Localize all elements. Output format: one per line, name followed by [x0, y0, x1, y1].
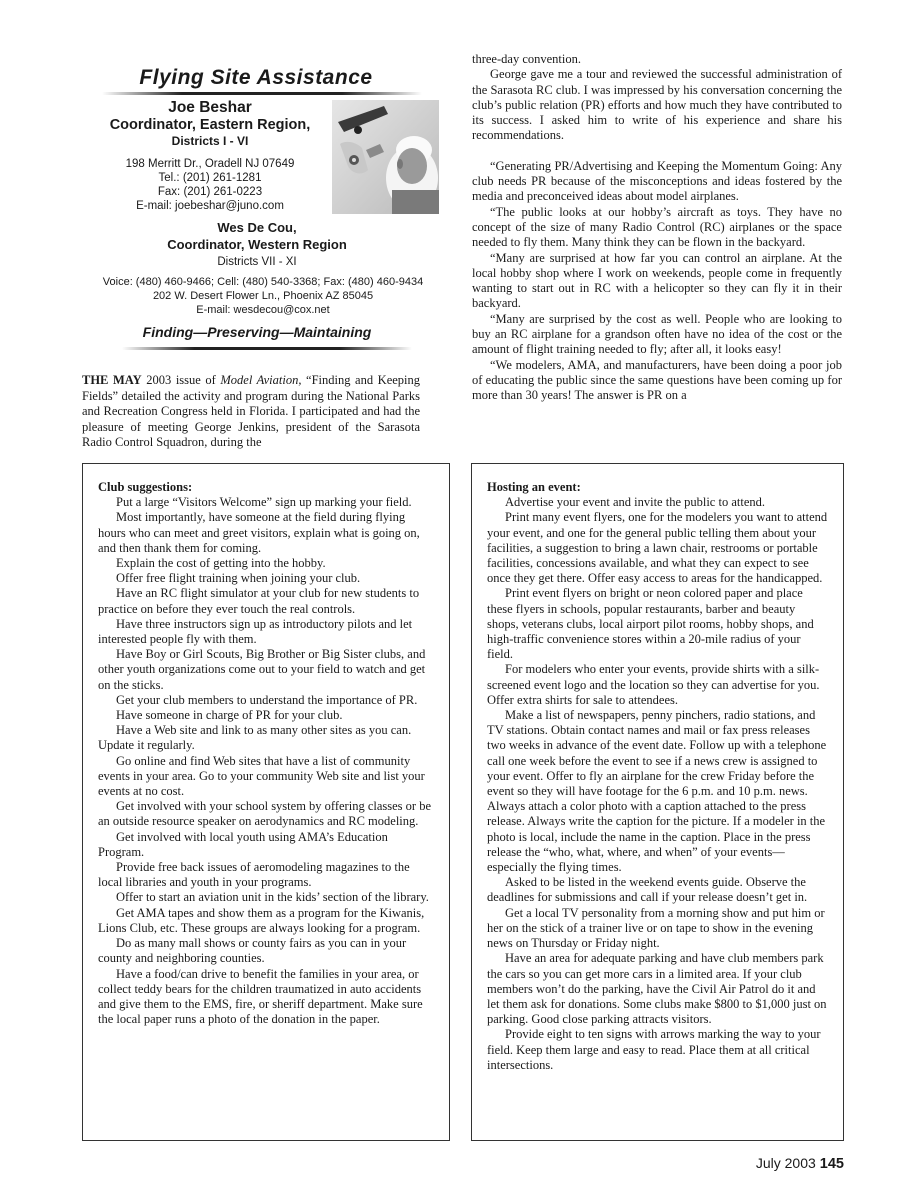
list-item: Most importantly, have someone at the field during flying hours who can meet and greet visitors, explain what is going on, and then thank them for coming. [98, 510, 420, 555]
right-paragraph: George gave me a tour and reviewed the successful administration of the Sarasota RC club. I was impressed by his conversation concerning the club’s public relation (PR) efforts and how much they have contributed to its success. I asked him to write of his experience and share his recommendations. [472, 67, 842, 143]
coordinator-east-name: Joe Beshar [168, 99, 252, 116]
intro-pre: 2003 issue of [141, 373, 221, 387]
list-item: Offer to start an aviation unit in the kids’ section of the library. [116, 890, 429, 905]
intro-lead: THE MAY [82, 373, 142, 387]
coordinator-east-title: Coordinator, Eastern Region, [109, 117, 311, 133]
club-suggestions-box [82, 463, 450, 1141]
right-paragraph: three-day convention. [472, 52, 581, 66]
list-item: Have a food/can drive to benefit the families in your area, or collect teddy bears for the children traumatized in auto accidents and give them to the EMS, fire, or sheriff department. Make sure the local paper runs a photo of the donation in the paper. [98, 966, 423, 1027]
list-item: Make a list of newspapers, penny pinchers, radio stations, and TV stations. Obtain contact names and mail or fax press releases two weeks in advance of the event date. Follow up with a telephone call one week before the event to see if a news crew is assigned to your event. Offer to fly an airplane for the crew Friday before the event so they will have footage for the 6 p.m. and 10 p.m. news. Always attach a color photo with a caption attached to the press release. Always write the caption for the picture. If a modeler in the photo is local, include the name in the caption. Place in the press release the “who, what, where, and when” of your events—especially the flying times. [487, 708, 827, 875]
page-footer [756, 1155, 844, 1172]
list-item: Print many event flyers, one for the modelers you want to attend your event, and one for the general public telling them about your facilities, a suggestion to bring a lawn chair, restrooms or portable facilities, concessions available, and what they can expect to see once they get there. Offer easy access to areas for the handicapped. [487, 510, 828, 586]
list-item: Provide free back issues of aeromodeling magazines to the local libraries and youth in your programs. [98, 860, 410, 890]
coordinator-east-email: E-mail: joebeshar@juno.com [136, 200, 284, 212]
right-column [472, 52, 842, 404]
coordinator-east-fax: Fax: (201) 261-0223 [157, 186, 263, 198]
list-item: Have someone in charge of PR for your club. [116, 708, 343, 723]
list-item: Put a large “Visitors Welcome” sign up marking your field. [116, 495, 412, 510]
hosting-event-content [487, 480, 829, 1073]
coordinator-west-title: Coordinator, Western Region [167, 237, 347, 252]
intro-magazine: Model Aviation, [220, 373, 302, 387]
list-item: For modelers who enter your events, provide shirts with a silk-screened event logo and the location so they can advertise for you. Offer extra shirts for sale to attendees. [487, 662, 820, 707]
club-suggestions-content [98, 480, 435, 1027]
tagline-rule [122, 347, 412, 350]
hosting-event-box [471, 463, 844, 1141]
column-tagline: Finding—Preserving—Maintaining [142, 324, 372, 340]
list-item: Get AMA tapes and show them as a program for the Kiwanis, Lions Club, etc. These groups are always looking for a program. [98, 905, 425, 935]
club-suggestions-heading: Club suggestions: [98, 480, 193, 494]
intro-text: “Finding and Keeping Fields” detailed the activity and program during the National Parks and Recreation Congress held in Florida. I participated and had the pleasure of meeting George Jenkins, president of the Sarasota Radio Control Squadron, during the [82, 373, 421, 449]
list-item: Advertise your event and invite the public to attend. [505, 495, 765, 510]
list-item: Offer free flight training when joining your club. [116, 571, 361, 586]
coordinator-west-email: E-mail: wesdecou@cox.net [196, 304, 330, 316]
list-item: Have a Web site and link to as many other sites as you can. Update it regularly. [98, 723, 412, 753]
list-item: Get a local TV personality from a morning show and put him or her on the stick of a trainer live or on tape to show in the evening news on Thursday or Friday night. [487, 905, 825, 951]
coordinator-east-contact [94, 157, 326, 213]
right-paragraph: “Many are surprised at how far you can control an airplane. At the local hobby shop where I work on weekends, people come in frequently wanting to start out in RC with a helicopter so they can fly it in their backyard. [472, 250, 842, 311]
column-title: Flying Site Assistance [139, 66, 373, 89]
list-item: Asked to be listed in the weekend events guide. Observe the deadlines for submissions and call if your release doesn’t get in. [487, 875, 808, 905]
list-item: Get involved with your school system by offering classes or be an outside resource speaker on aerodynamics and RC modeling. [98, 799, 431, 829]
list-item: Provide eight to ten signs with arrows marking the way to your field. Keep them large and easy to read. Place them at all critical intersections. [487, 1027, 821, 1072]
list-item: Explain the cost of getting into the hobby. [116, 556, 326, 571]
coordinator-west-address: 202 W. Desert Flower Ln., Phoenix AZ 85045 [152, 290, 374, 302]
list-item: Do as many mall shows or county fairs as you can in your county and neighboring counties. [98, 936, 407, 966]
list-item: Get involved with local youth using AMA’s Education Program. [98, 829, 388, 859]
list-item: Have Boy or Girl Scouts, Big Brother or Big Sister clubs, and other youth organizations come out to your field to watch and get on the sticks. [98, 647, 426, 692]
list-item: Get your club members to understand the importance of PR. [116, 692, 418, 707]
right-paragraph: “The public looks at our hobby’s aircraft as toys. They have no concept of the size of many Radio Control (RC) airplanes or the space needed to fly them. Many think they can be flown in the backyard. [472, 204, 842, 250]
coordinator-east-address: 198 Merritt Dr., Oradell NJ 07649 [125, 158, 295, 170]
right-paragraph: “We modelers, AMA, and manufacturers, have been doing a poor job of educating the public since the same questions have been coming up for more than 30 years! The answer is PR on a [472, 357, 842, 403]
coordinator-east-tel: Tel.: (201) 261-1281 [158, 172, 262, 184]
list-item: Have three instructors sign up as introductory pilots and let interested people fly with them. [98, 616, 413, 647]
coordinator-west-name: Wes De Cou, [217, 220, 297, 235]
photo-illustration [332, 100, 439, 214]
coordinator-west-districts: Districts VII - XI [217, 256, 297, 268]
coordinator-photo [332, 100, 439, 214]
coordinator-west-phones: Voice: (480) 460-9466; Cell: (480) 540-3368; Fax: (480) 460-9434 [102, 276, 424, 288]
list-item: Print event flyers on bright or neon colored paper and place these flyers in schools, popular restaurants, barber and beauty shops, veterans clubs, local airport pilot rooms, hobby shops, and high-traffic convenience stores within a 20-mile radius of your field. [487, 586, 814, 662]
page-number: 145 [819, 1156, 844, 1172]
right-paragraph: “Generating PR/Advertising and Keeping the Momentum Going: Any club needs PR because of the misconceptions and ideas fostered by the media and preconceived ideas about model airplanes. [472, 158, 842, 204]
title-rule [102, 92, 422, 95]
list-item: Have an RC flight simulator at your club for new students to practice on before they ever touch the real controls. [98, 586, 420, 616]
coordinator-west-contact [82, 275, 444, 317]
hosting-event-heading: Hosting an event: [487, 480, 581, 494]
issue-date: July 2003 [755, 1155, 816, 1171]
right-paragraph: “Many are surprised by the cost as well. People who are looking to buy an RC airplane for a grandson often have no idea of the cost or the amount of flight training needed to fly; after all, it looks easy! [472, 311, 842, 357]
coordinator-east-districts: Districts I - VI [171, 134, 249, 148]
list-item: Go online and find Web sites that have a list of community events in your area. Go to your community Web site and list your events at no cost. [98, 753, 425, 799]
intro-paragraph [82, 373, 420, 451]
list-item: Have an area for adequate parking and have club members park the cars so you can get more cars in a limited area. If your club members won’t do the parking, have the Civil Air Patrol do it and let them ask for donations. Some clubs make $800 to $1,000 just on parking. Good close parking attracts visitors. [487, 951, 827, 1027]
